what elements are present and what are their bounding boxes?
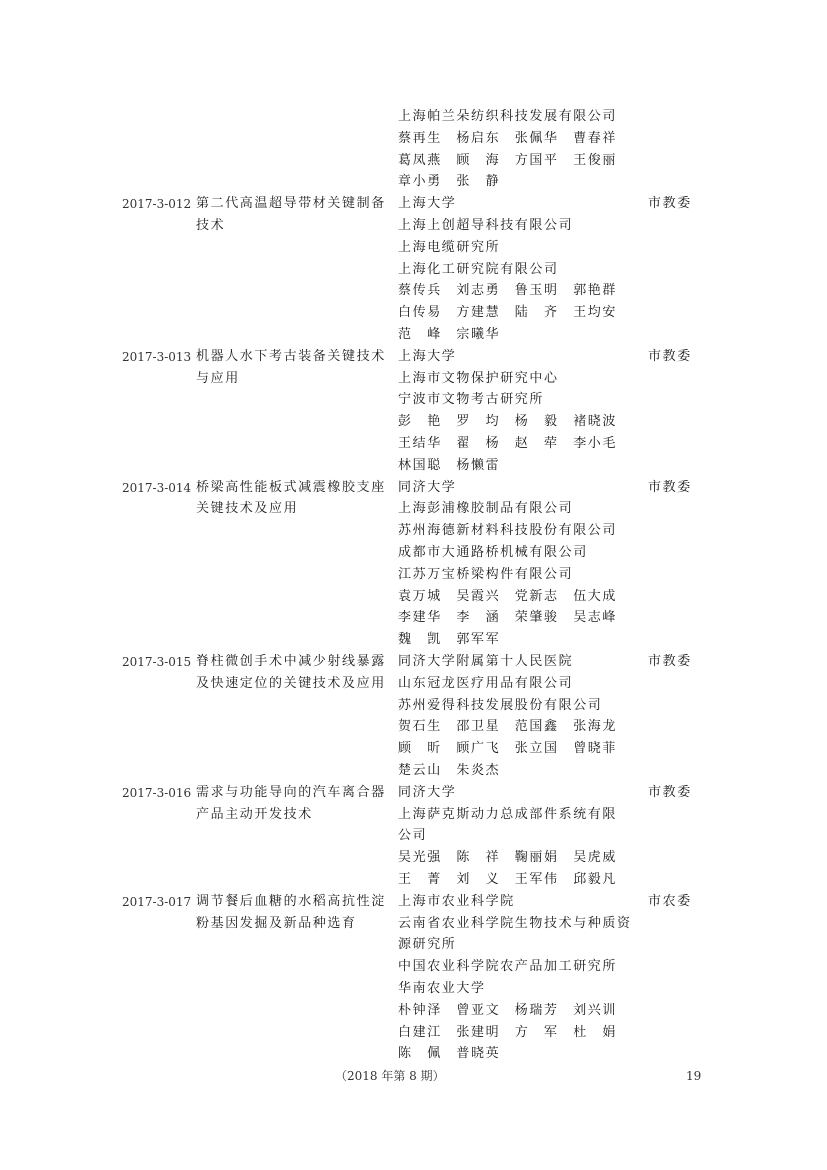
entry-line: 王结华 翟 杨 赵 荦 李小毛 (398, 436, 618, 451)
entry-number: 2017-3-015 (122, 655, 192, 669)
entry-dept: 市教委 (648, 479, 692, 495)
entry-line: 上海市农业科学院 (398, 893, 515, 909)
entry-line: 同济大学附属第十人民医院 (398, 654, 574, 669)
entry-title: 技术 (196, 218, 226, 233)
page-number: 19 (686, 1069, 702, 1083)
entry-line: 王 菁 刘 义 王军伟 邱毅凡 (398, 872, 618, 887)
entry-number: 2017-3-012 (122, 197, 192, 212)
entry-line: 中国农业科学院农产品加工研究所 (398, 959, 618, 975)
entry-line: 云南省农业科学院生物技术与种质资 (398, 915, 632, 931)
entry-line: 贺石生 邵卫星 范国鑫 张海龙 (398, 719, 618, 735)
entry-line: 白传易 方建慧 陆 齐 王均安 (398, 305, 618, 321)
entry-dept: 市教委 (648, 654, 692, 669)
entry-line: 源研究所 (398, 937, 457, 953)
entry-line: 苏州爱得科技发展股份有限公司 (398, 697, 603, 713)
lead-line: 章小勇 张 静 (398, 174, 501, 190)
entry-line: 华南农业大学 (398, 981, 486, 996)
entry-line: 朴钟泽 曾亚文 杨瑞芳 刘兴训 (398, 1002, 618, 1018)
entry-line: 袁万城 吴霞兴 党新志 伍大成 (398, 588, 618, 604)
entry-line: 陈 佩 普晓英 (398, 1046, 501, 1062)
entry-line: 魏 凯 郭军军 (398, 632, 501, 648)
entry-line: 上海电缆研究所 (398, 239, 501, 255)
entry-line: 苏州海德新材料科技股份有限公司 (398, 523, 618, 539)
entry-dept: 市教委 (648, 196, 692, 212)
entry-dept: 市教委 (648, 784, 692, 800)
entry-title: 及快速定位的关键技术及应用 (196, 675, 386, 691)
entry-title: 第二代高温超导带材关键制备 (196, 196, 386, 212)
entry-line: 同济大学 (398, 784, 457, 800)
entry-line: 上海大学 (398, 196, 457, 212)
entry-title: 与应用 (196, 370, 240, 386)
entry-title: 关键技术及应用 (196, 501, 299, 517)
entry-line: 江苏万宝桥梁构件有限公司 (398, 566, 574, 582)
lead-line: 葛凤燕 顾 海 方国平 王俊丽 (398, 152, 618, 168)
entry-title: 粉基因发掘及新品种选育 (196, 915, 357, 931)
entry-line: 上海大学 (398, 348, 457, 364)
entry-title: 调节餐后血糖的水稻高抗性淀 (196, 893, 386, 909)
entry-line: 上海市文物保护研究中心 (398, 370, 559, 386)
entry-dept: 市农委 (648, 893, 692, 909)
entry-line: 成都市大通路桥机械有限公司 (398, 545, 588, 560)
entry-line: 上海彭浦橡胶制品有限公司 (398, 501, 574, 517)
lead-line: 蔡再生 杨启东 张佩华 曹春祥 (398, 130, 618, 146)
entry-line: 楚云山 朱炎杰 (398, 763, 501, 778)
entry-line: 林国聪 杨懒雷 (398, 457, 501, 473)
entry-dept: 市教委 (648, 348, 692, 364)
entry-line: 彭 艳 罗 均 杨 毅 褚晓波 (398, 414, 618, 430)
entry-line: 上海上创超导科技有限公司 (398, 218, 574, 233)
entry-line: 山东冠龙医疗用品有限公司 (398, 675, 574, 691)
entry-number: 2017-3-014 (122, 480, 192, 495)
entry-line: 同济大学 (398, 479, 457, 495)
entry-line: 上海化工研究院有限公司 (398, 261, 559, 277)
entry-line: 蔡传兵 刘志勇 鲁玉明 郭艳群 (398, 283, 618, 299)
footer-issue: （2018 年第 8 期） (335, 1069, 445, 1083)
entry-number: 2017-3-016 (122, 785, 192, 800)
entry-title: 需求与功能导向的汽车离合器 (196, 784, 386, 800)
entry-line: 李建华 李 涵 荣肇骏 吴志峰 (398, 610, 618, 626)
entry-line: 上海萨克斯动力总成部件系统有限 (398, 806, 618, 822)
entry-line: 公司 (398, 828, 428, 844)
entry-title: 脊柱微创手术中减少射线暴露 (196, 654, 386, 669)
entry-title: 产品主动开发技术 (196, 806, 313, 822)
lead-line: 上海帕兰朵纺织科技发展有限公司 (398, 109, 618, 124)
entry-line: 顾 昕 顾广飞 张立国 曾晓菲 (398, 741, 618, 757)
entry-line: 白建江 张建明 方 军 杜 娟 (398, 1024, 618, 1040)
entry-number: 2017-3-013 (122, 349, 192, 364)
entry-line: 宁波市文物考古研究所 (398, 392, 545, 408)
entry-title: 桥梁高性能板式减震橡胶支座 (196, 479, 386, 495)
entry-line: 吴光强 陈 祥 鞠丽娟 吴虎威 (398, 850, 618, 866)
entry-number: 2017-3-017 (122, 894, 192, 909)
entry-title: 机器人水下考古装备关键技术 (196, 348, 386, 364)
entry-line: 范 峰 宗曦华 (398, 327, 501, 342)
